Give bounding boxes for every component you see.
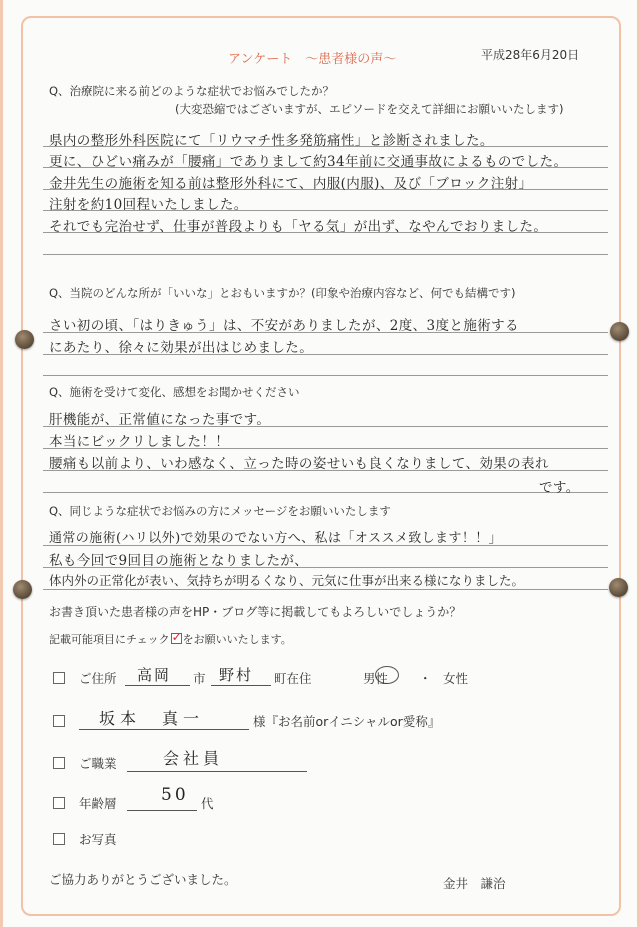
answer-3-line-1: 肝機能が、正常値になった事です。 [49, 412, 271, 428]
binder-hole-left-bottom [13, 580, 32, 599]
answer-1-line-2: 更に、ひどい痛みが「腰痛」でありまして約34年前に交通事故によるものでした。 [49, 154, 568, 170]
answer-3-line-2: 本当にビックリしました！！ [49, 434, 230, 450]
question-2-label: Q、当院のどんな所が「いいな」とおもいますか？(印象や治療内容など、何でも結構です) [49, 286, 516, 300]
job-label: ご職業 [79, 756, 117, 771]
thanks-message: ご協力ありがとうございました。 [49, 872, 237, 887]
sample-checkbox [171, 630, 182, 644]
answer-1-line-4: 注射を約10回程いたしました。 [49, 197, 248, 213]
town-suffix: 町在住 [274, 671, 312, 686]
gender-female: 女性 [443, 671, 469, 686]
age-label: 年齢層 [79, 796, 117, 811]
age-suffix: 代 [201, 796, 214, 811]
consent-instruction-pre: 記載可能項目にチェック [49, 633, 170, 646]
job-checkbox[interactable] [53, 757, 65, 769]
answer-3-line-4: です。 [539, 480, 580, 496]
answer-4-line-2: 私も今回で9回目の施術となりましたが、 [49, 553, 309, 569]
address-label: ご住所 [79, 671, 117, 686]
consent-instruction [49, 631, 292, 647]
answer-1-line-3: 金井先生の施術を知る前は整形外科にて、内服(内服)、及び「ブロック注射」 [49, 176, 533, 192]
question-1-note: (大変恐縮ではございますが、エピソードを交えて詳細にお願いいたします) [175, 102, 564, 116]
survey-title: アンケート 〜患者様の声〜 [228, 52, 397, 67]
address-city-value: 高岡 [137, 666, 172, 684]
answer-2-line-2: にあたり、徐々に効果が出はじめました。 [49, 340, 314, 356]
address-checkbox[interactable] [53, 672, 65, 684]
answer-4-line-3: 体内外の正常化が表い、気持ちが明るくなり、元気に仕事が出来る様になりました。 [49, 573, 525, 588]
question-3-label: Q、施術を受けて変化、感想をお聞かせください [49, 385, 300, 399]
gender-separator: ・ [419, 671, 432, 686]
answer-4-line-1: 通常の施術(ハリ以外)で効果のでない方へ、私は「オススメ致します！！」 [49, 531, 503, 546]
consent-question: お書き頂いた患者様の声をHP・ブログ等に掲載してもよろしいでしょうか？ [49, 605, 462, 619]
answer-1-line-5: それでも完治せず、仕事が普段よりも「ヤる気」が出ず、なやんでおりました。 [49, 219, 548, 235]
binder-hole-right-top [610, 322, 629, 341]
survey-date: 平成28年6月20日 [481, 48, 580, 62]
name-suffix: 様『お名前orイニシャルor愛称』 [253, 714, 441, 729]
question-1-label: Q、治療院に来る前どのような症状でお悩みでしたか？ [49, 84, 335, 98]
job-value: 会社員 [163, 749, 224, 768]
binder-hole-left-top [15, 330, 34, 349]
binder-hole-right-bottom [609, 578, 628, 597]
answer-1-line-1: 県内の整形外科医院にて「リウマチ性多発筋痛性」と診断されました。 [49, 133, 494, 149]
consent-instruction-post: をお願いいたします。 [182, 633, 292, 646]
check-mark-icon: ✓ [171, 630, 182, 644]
address-town-value: 野村 [219, 666, 254, 684]
age-checkbox[interactable] [53, 797, 65, 809]
photo-label: お写真 [79, 832, 117, 847]
photo-checkbox[interactable] [53, 833, 65, 845]
age-value: 50 [161, 785, 189, 805]
answer-3-line-3: 腰痛も以前より、いわ感なく、立った時の姿せいも良くなりまして、効果の表れ [49, 456, 549, 472]
name-value: 坂本 真一 [99, 709, 205, 728]
signature: 金井 謙治 [443, 876, 506, 891]
question-4-label: Q、同じような症状でお悩みの方にメッセージをお願いいたします [49, 504, 391, 518]
answer-2-line-1: さい初の頃、「はりきゅう」は、不安がありましたが、2度、3度と施術する [49, 318, 519, 334]
gender-male: 男性 [363, 671, 389, 686]
name-checkbox[interactable] [53, 715, 65, 727]
city-suffix: 市 [193, 671, 206, 686]
